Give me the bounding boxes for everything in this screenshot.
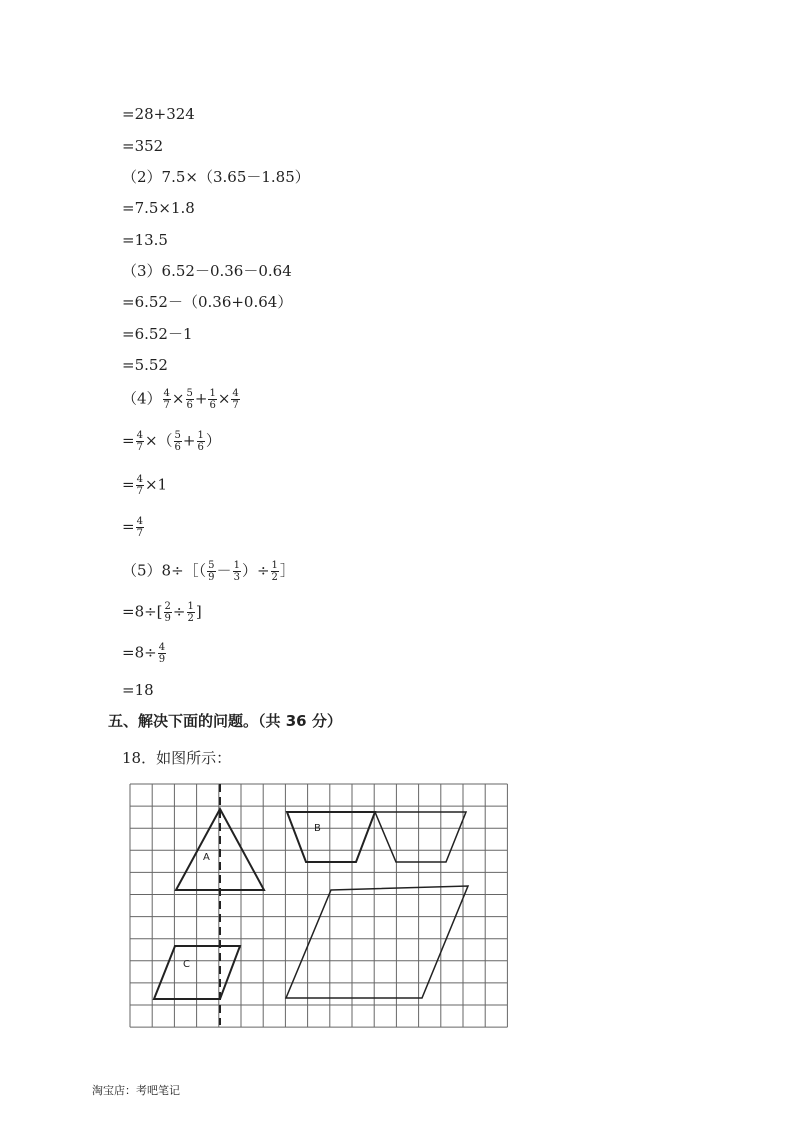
operator: = [122, 517, 135, 536]
paren: ） [205, 431, 221, 450]
expression: =8÷[ [122, 602, 163, 621]
operator: － [216, 561, 232, 580]
operator: = [122, 475, 135, 494]
label-a: A [203, 852, 210, 863]
calc-line-6: （3）6.52－0.36－0.64 [122, 262, 292, 280]
operator: ÷ [172, 602, 186, 621]
operator: + [182, 431, 196, 450]
fraction: $\frac{1}{6}$ [197, 430, 204, 453]
operator: = [122, 431, 135, 450]
number: 1 [157, 475, 168, 494]
calc-line-1: =28+324 [122, 105, 195, 123]
label-c: C [183, 959, 190, 970]
bracket: ］ [279, 561, 295, 580]
fraction: $\frac{5}{6}$ [174, 430, 181, 453]
expression: =8÷ [122, 643, 157, 662]
fraction: $\frac{1}{3}$ [233, 560, 240, 583]
paren: （ [198, 561, 207, 580]
bracket: ] [195, 602, 202, 621]
operator: × [171, 389, 185, 408]
operator: + [194, 389, 208, 408]
problem-number: （5）8÷［ [122, 561, 199, 580]
fraction: $\frac{4}{7}$ [136, 430, 143, 453]
footer-shop-name: 淘宝店：考吧笔记 [92, 1084, 180, 1097]
paren: ） [241, 561, 257, 580]
fraction: $\frac{2}{9}$ [164, 601, 171, 624]
calc-line-5: =13.5 [122, 231, 168, 249]
shape-b-trapezoid [287, 812, 375, 862]
calc-line-4: =7.5×1.8 [122, 199, 195, 217]
fraction: $\frac{4}{7}$ [136, 474, 143, 497]
label-b: B [314, 823, 321, 834]
section-heading: 五、解决下面的问题。（共 36 分） [108, 712, 342, 730]
operator: ÷ [256, 561, 270, 580]
shape-b-rotated [375, 812, 466, 862]
calc-line-9: =5.52 [122, 356, 168, 374]
grid-lines [130, 784, 507, 1027]
calc-line-17: =18 [122, 681, 154, 699]
calc-line-7: =6.52－（0.36+0.64） [122, 293, 293, 311]
fraction: $\frac{4}{7}$ [163, 388, 170, 411]
paren: （ [157, 431, 173, 450]
operator: × [144, 431, 158, 450]
fraction: $\frac{1}{6}$ [209, 388, 216, 411]
fraction: $\frac{4}{9}$ [158, 642, 166, 665]
operator: × [144, 475, 158, 494]
fraction: $\frac{1}{2}$ [271, 560, 278, 583]
calc-line-8: =6.52－1 [122, 325, 193, 343]
fraction: $\frac{1}{2}$ [187, 601, 194, 624]
operator: × [217, 389, 231, 408]
fraction: $\frac{5}{9}$ [208, 560, 215, 583]
fraction: $\frac{5}{6}$ [186, 388, 193, 411]
calc-line-2: =352 [122, 137, 164, 155]
fraction: $\frac{4}{7}$ [136, 516, 143, 539]
fraction: $\frac{4}{7}$ [232, 388, 239, 411]
question-title: 18．如图所示： [122, 749, 232, 767]
calc-line-3: （2）7.5×（3.65－1.85） [122, 168, 310, 186]
problem-number: （4） [122, 389, 162, 408]
